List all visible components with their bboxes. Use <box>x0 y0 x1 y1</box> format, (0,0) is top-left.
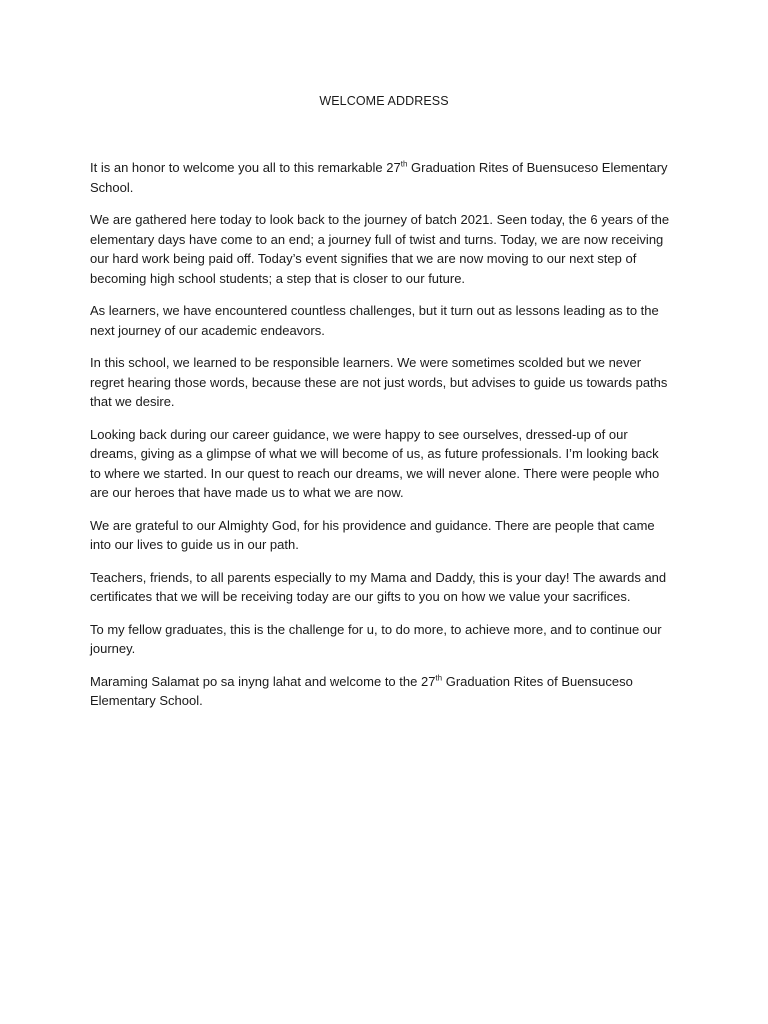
paragraph-text: Maraming Salamat po sa inyng lahat and welcome to the 27 <box>90 673 436 689</box>
paragraph-text: In this school, we learned to be responsible learners. We were sometimes scolded but we never regret hearing those words, because these are not just words, but advises to guide us towards paths that we desire. <box>90 355 668 409</box>
ordinal-suffix: th <box>435 673 443 683</box>
paragraph-text: Graduation Rites of Buensuceso Elementary School. <box>90 673 633 708</box>
paragraph-text: As learners, we have encountered countless challenges, but it turn out as lessons leading as to the next journey of our academic endeavors. <box>90 303 659 338</box>
paragraph-text: It is an honor to welcome you all to this remarkable 27 <box>90 160 401 175</box>
paragraph-text: To my fellow graduates, this is the challenge for u, to do more, to achieve more, and to continue our journey. <box>90 621 662 656</box>
paragraph-9 <box>90 672 670 711</box>
paragraph-text: We are gathered here today to look back to the journey of batch 2021. Seen today, the 6 years of the elementary days have come to an end; a journey full of twist and turns. Today, we are now receiving our hard work being paid off. Today’s event signifies that we are now moving to our next step of becoming high school students; a step that is closer to our future. <box>90 212 670 286</box>
paragraph-1 <box>90 158 670 197</box>
ordinal-suffix: th <box>400 159 408 169</box>
paragraph-8 <box>90 620 670 659</box>
paragraph-4 <box>90 353 670 412</box>
paragraph-text: Teachers, friends, to all parents especially to my Mama and Daddy, this is your day! The awards and certificates that we will be receiving today are our gifts to you on how we value your sacrifices. <box>90 569 667 604</box>
paragraph-6 <box>90 516 670 555</box>
document-body <box>90 158 670 724</box>
paragraph-3 <box>90 301 670 340</box>
paragraph-7 <box>90 568 670 607</box>
paragraph-text: Graduation Rites of Buensuceso Elementary School. <box>90 160 668 195</box>
paragraph-text: Looking back during our career guidance, we were happy to see ourselves, dressed-up of our dreams, giving as a glimpse of what we will become of us, as future professionals. I’m looking back to where we started. In our quest to reach our dreams, we will never alone. There were people who are our heroes that have made us to what we are now. <box>90 426 660 500</box>
paragraph-5 <box>90 425 670 503</box>
paragraph-text: We are grateful to our Almighty God, for his providence and guidance. There are people that came into our lives to guide us in our path. <box>90 517 655 552</box>
document-title: WELCOME ADDRESS <box>319 94 449 108</box>
paragraph-2 <box>90 210 670 288</box>
